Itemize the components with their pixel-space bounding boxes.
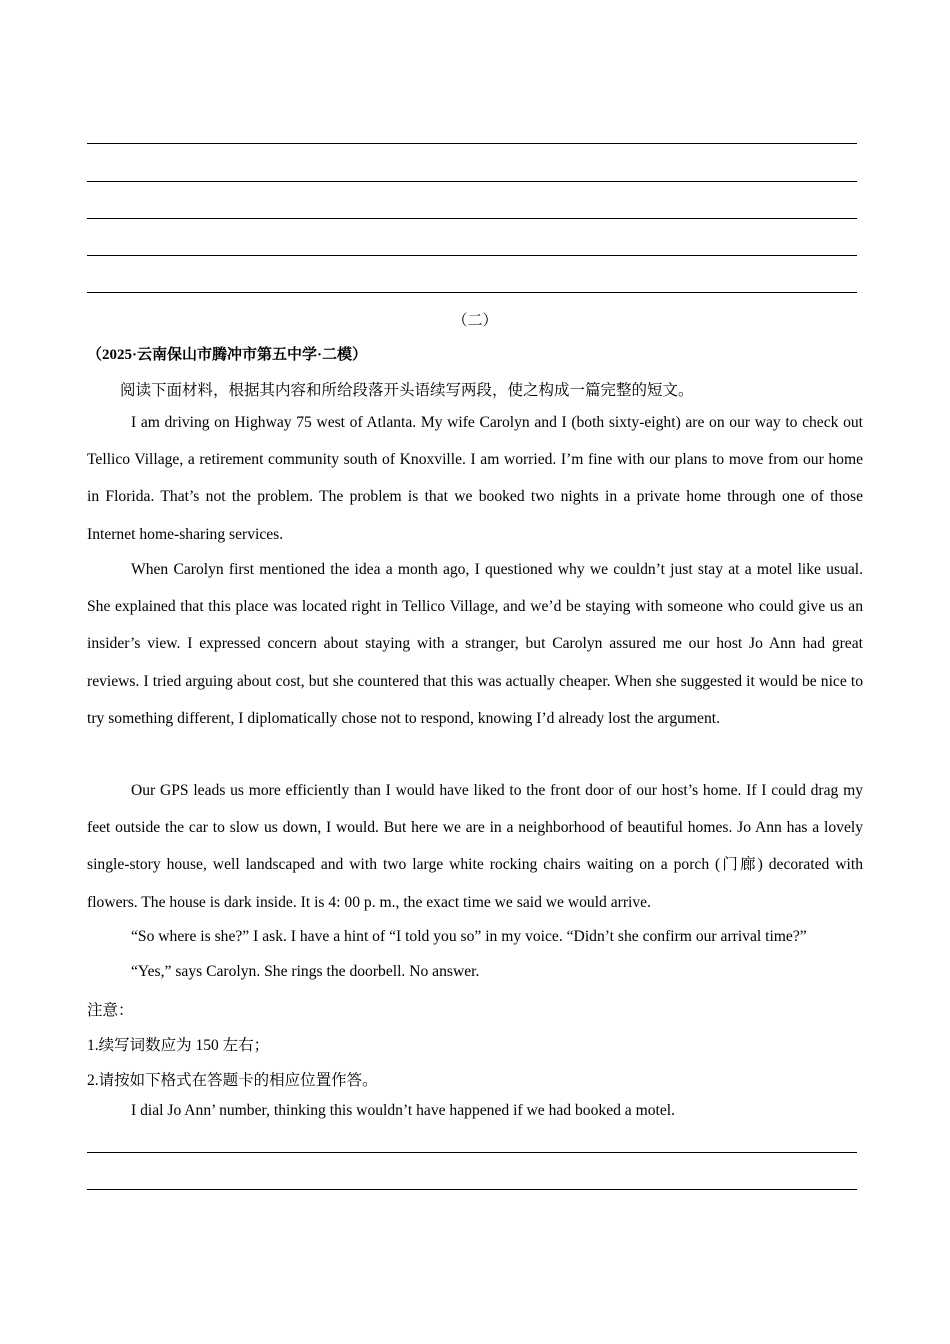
section-label: （二） bbox=[452, 313, 498, 329]
answer-line bbox=[87, 1152, 857, 1153]
notes-heading: 注意： bbox=[87, 1002, 134, 1019]
answer-line bbox=[87, 292, 857, 293]
passage-paragraph-1: I am driving on Highway 75 west of Atlanta. My wife Carolyn and I (both sixty-eight) are on our way to check out Tellico Village, a retirement community south of Knoxville. I am worried. I’m fine with our plans to move from our home in Florida. That’s not the problem. The problem is that we booked two nights in a private home through one of those Internet home-sharing services. bbox=[87, 414, 863, 543]
passage-paragraph-5: “Yes,” says Carolyn. She rings the doorbell. No answer. bbox=[131, 963, 480, 980]
note-item-1: 1.续写词数应为 150 左右； bbox=[87, 1037, 270, 1054]
passage-paragraph-3: Our GPS leads us more efficiently than I would have liked to the front door of our host’s home. If I could drag my feet outside the car to slow us down, I would. But here we are in a neighborhood of beautiful homes. Jo Ann has a lovely single-story house, well landscaped and with two large white rocking chairs waiting on a porch (门廊) decorated with flowers. The house is dark inside. It is 4: 00 p. m., the exact time we said we would arrive. bbox=[87, 782, 863, 911]
answer-line bbox=[87, 181, 857, 182]
answer-line bbox=[87, 255, 857, 256]
passage-paragraph-4: “So where is she?” I ask. I have a hint of “I told you so” in my voice. “Didn’t she confirm our arrival time?” bbox=[131, 928, 807, 945]
answer-line bbox=[87, 143, 857, 144]
note-item-2: 2.请按如下格式在答题卡的相应位置作答。 bbox=[87, 1072, 378, 1089]
continuation-prompt: I dial Jo Ann’ number, thinking this wouldn’t have happened if we had booked a motel. bbox=[131, 1102, 676, 1119]
answer-line bbox=[87, 218, 857, 219]
answer-line bbox=[87, 1189, 857, 1190]
question-source: （2025·云南保山市腾冲市第五中学·二模） bbox=[87, 347, 368, 363]
instruction-text: 阅读下面材料，根据其内容和所给段落开头语续写两段，使之构成一篇完整的短文。 bbox=[120, 382, 694, 399]
passage-paragraph-2: When Carolyn first mentioned the idea a month ago, I questioned why we couldn’t just stay at a motel like usual. She explained that this place was located right in Tellico Village, and we’d be staying with someone who could give us an insider’s view. I expressed concern about staying with a stranger, but Carolyn assured me our host Jo Ann had great reviews. I tried arguing about cost, but she countered that this was actually cheaper. When she suggested it would be nice to try something different, I diplomatically chose not to respond, knowing I’d already lost the argument. bbox=[87, 561, 863, 727]
